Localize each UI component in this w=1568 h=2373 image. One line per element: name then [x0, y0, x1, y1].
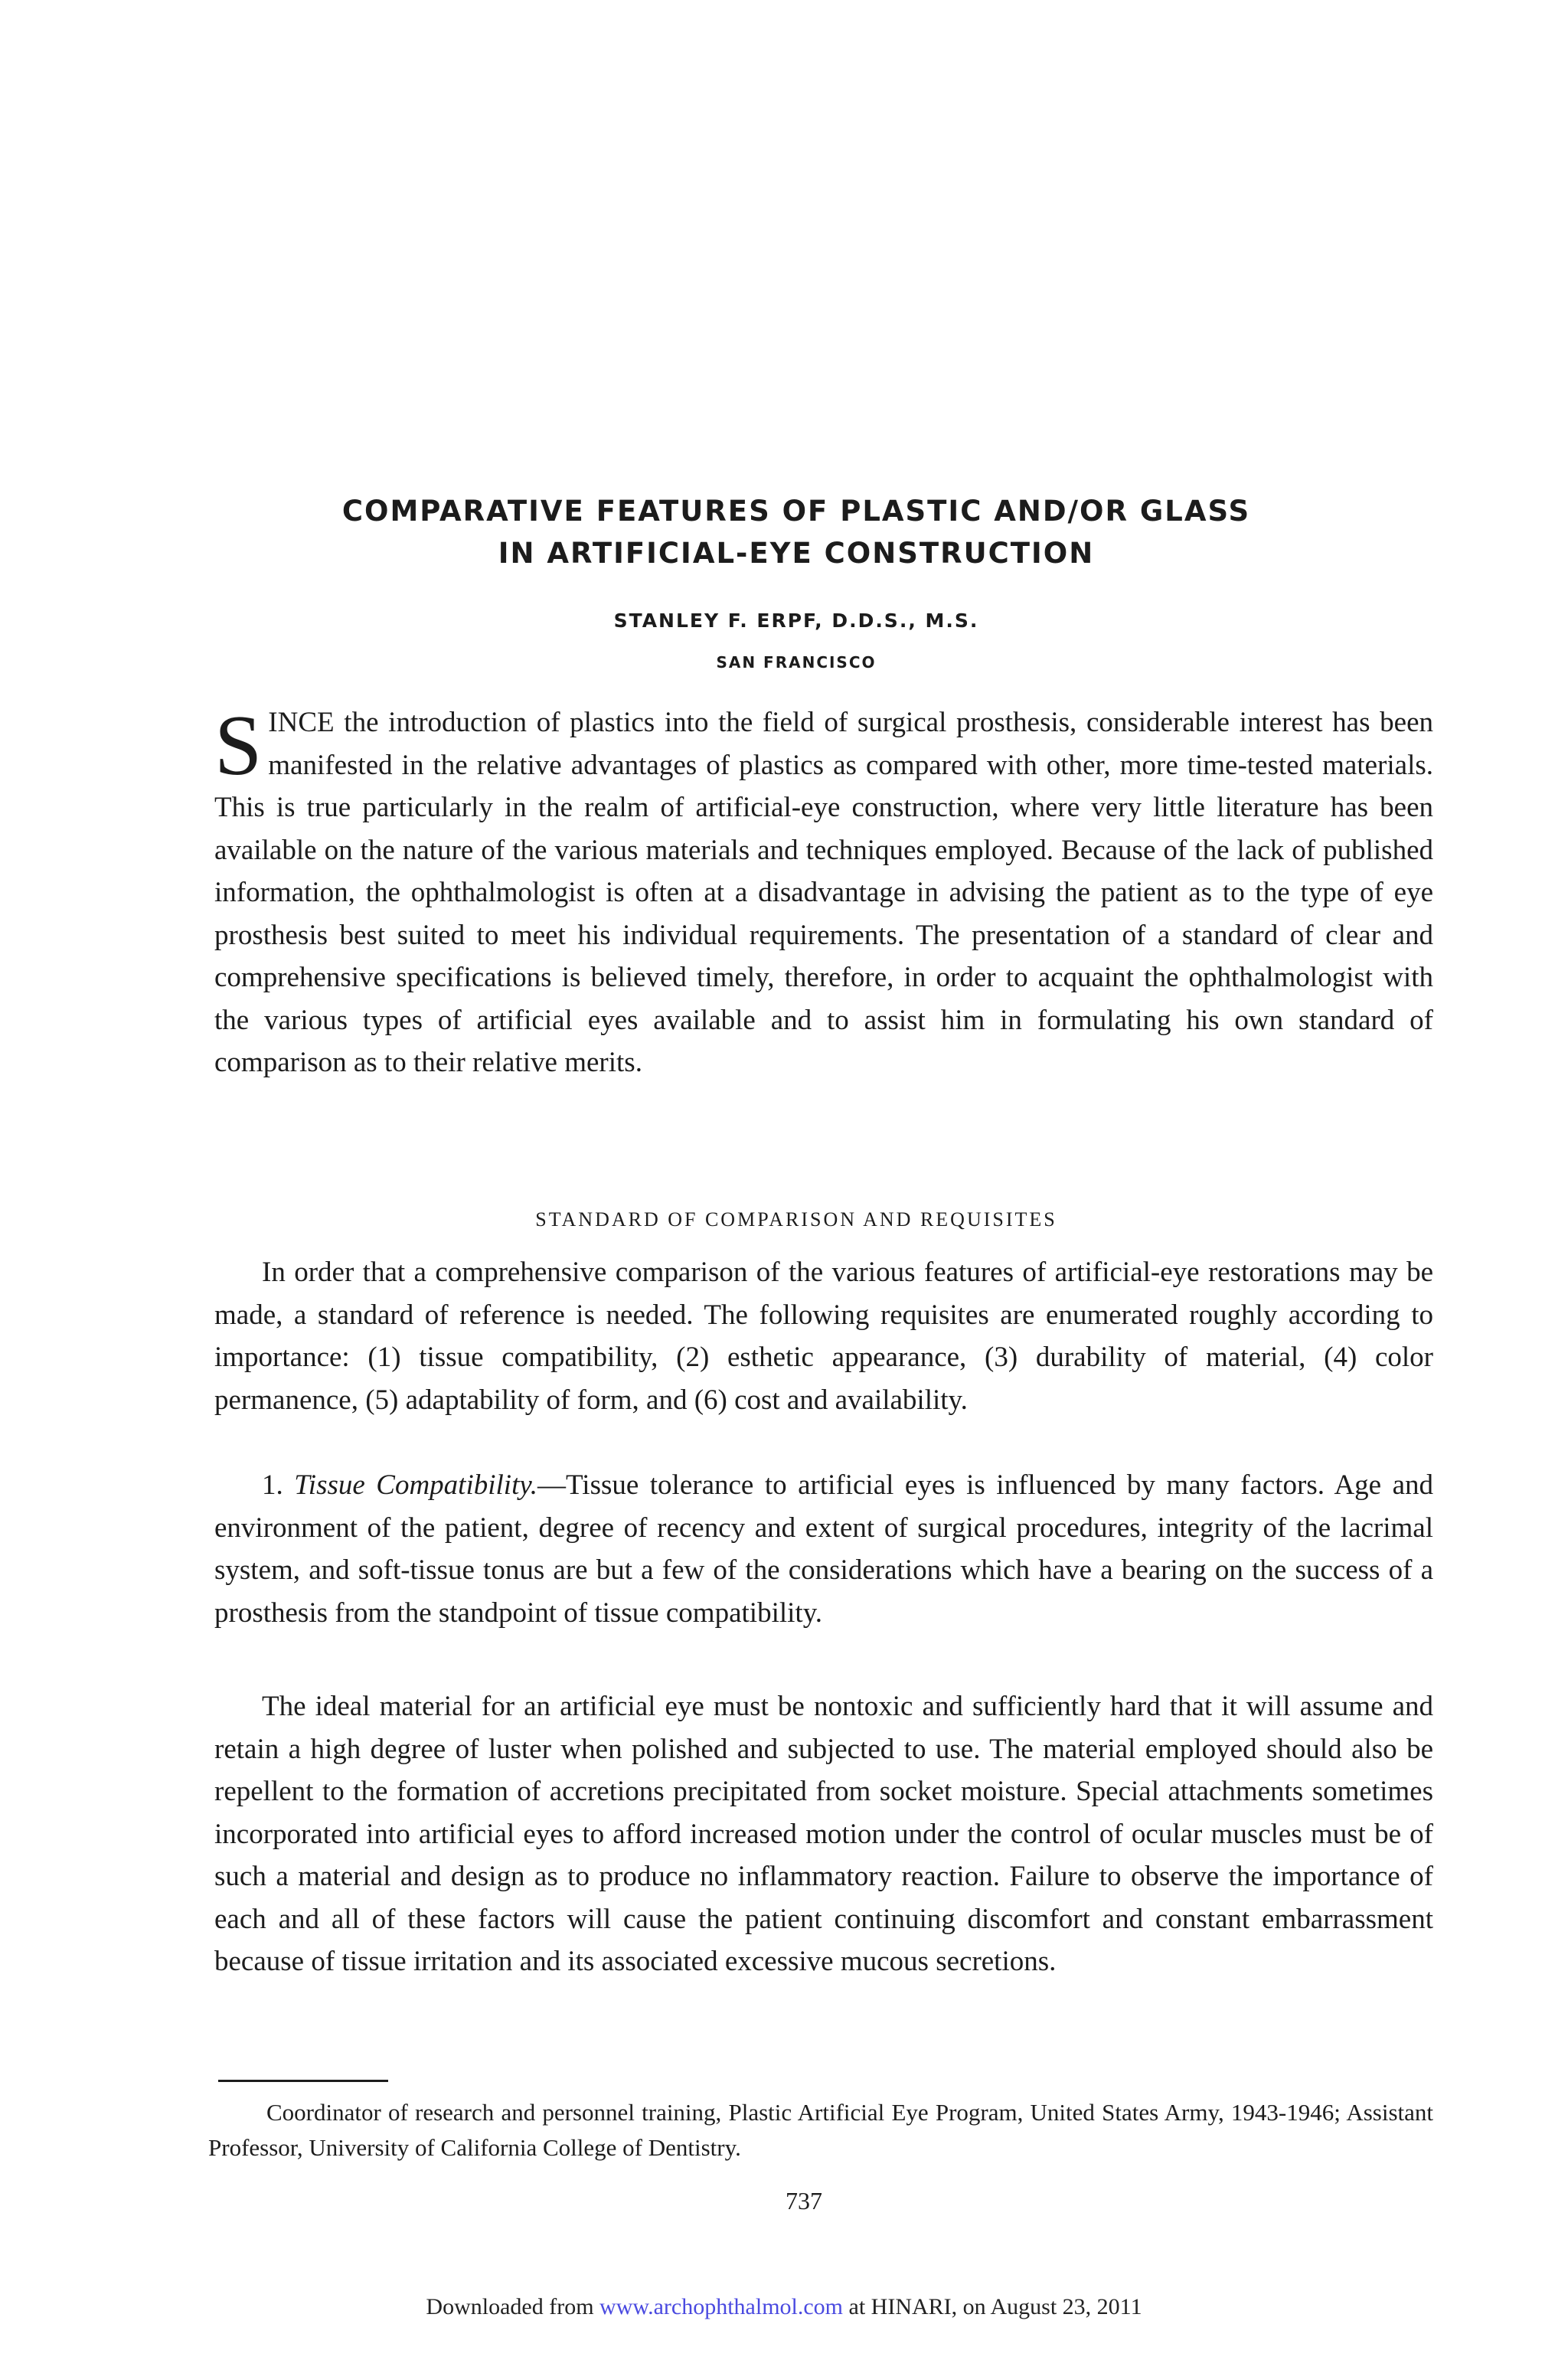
footnote-divider — [218, 2080, 388, 2082]
intro-paragraph — [214, 698, 1433, 1084]
intro-text: INCE the introduction of plastics into the field of surgical prosthesis, considerable interest has been manifested in the relative advantages of plastics as compared with other, more time-tested materials. This is true particularly in the realm of artificial-eye construction, where very little literature has been available on the nature of the various materials and techniques employed. Because of the lack of published information, the ophthalmologist is often at a disadvantage in advising the patient as to the type of eye prosthesis best suited to meet his individual requirements. The presentation of a standard of clear and comprehensive specifications is believed timely, therefore, in order to acquaint the ophthalmologist with the various types of artificial eyes available and to assist him in formulating his own standard of comparison as to their relative merits. — [214, 707, 1433, 1078]
author-location: SAN FRANCISCO — [716, 653, 877, 672]
article-title-line-2: IN ARTIFICIAL-EYE CONSTRUCTION — [498, 537, 1095, 570]
footnote: Coordinator of research and personnel training, Plastic Artificial Eye Program, United States Army, 1943-1946; Assistant Professor, University of California College of Dentistry. — [208, 2099, 1433, 2161]
download-suffix: at HINARI, on August 23, 2011 — [843, 2294, 1142, 2319]
download-prefix: Downloaded from — [426, 2294, 600, 2319]
article-title — [214, 490, 1378, 574]
section-heading: STANDARD OF COMPARISON AND REQUISITES — [535, 1208, 1057, 1231]
section-paragraph-2 — [214, 1464, 1433, 1634]
item-text: —Tissue tolerance to artificial eyes is influenced by many factors. Age and environment of the patient, degree of recency and extent of surgical procedures, integrity of the lacrimal system, and soft-tissue tonus are but a few of the considerations which have a bearing on the success of a prosthesis from the standpoint of tissue compatibility. — [214, 1469, 1434, 1629]
drop-cap: S — [214, 698, 263, 793]
page-number: 737 — [786, 2187, 822, 2214]
section-paragraph-1: In order that a comprehensive comparison of the various features of artificial-eye restorations may be made, a standard of reference is needed. The following requisites are enumerated roughly according to importance: (1) tissue compatibility, (2) esthetic appearance, (3) durability of material, (4) color permanence, (5) adaptability of form, and (6) cost and availability. — [214, 1257, 1433, 1416]
download-notice — [0, 2294, 1568, 2320]
author-name: STANLEY F. ERPF, D.D.S., M.S. — [613, 610, 979, 632]
item-title: Tissue Compatibility. — [294, 1469, 537, 1501]
download-link[interactable]: www.archophthalmol.com — [599, 2294, 844, 2319]
article-title-line-1: COMPARATIVE FEATURES OF PLASTIC AND/OR GLASS — [341, 495, 1251, 528]
section-paragraph-3: The ideal material for an artificial eye must be nontoxic and sufficiently hard that it will assume and retain a high degree of luster when polished and subjected to use. The material employed should also be repellent to the formation of accretions precipitated from socket moisture. Special attachments sometimes incorporated into artificial eyes to afford increased motion under the control of ocular muscles must be of such a material and design as to produce no inflammatory reaction. Failure to observe the importance of each and all of these factors will cause the patient continuing discomfort and constant embarrassment because of tissue irritation and its associated excessive mucous secretions. — [214, 1691, 1433, 1977]
item-number: 1. — [262, 1469, 283, 1501]
